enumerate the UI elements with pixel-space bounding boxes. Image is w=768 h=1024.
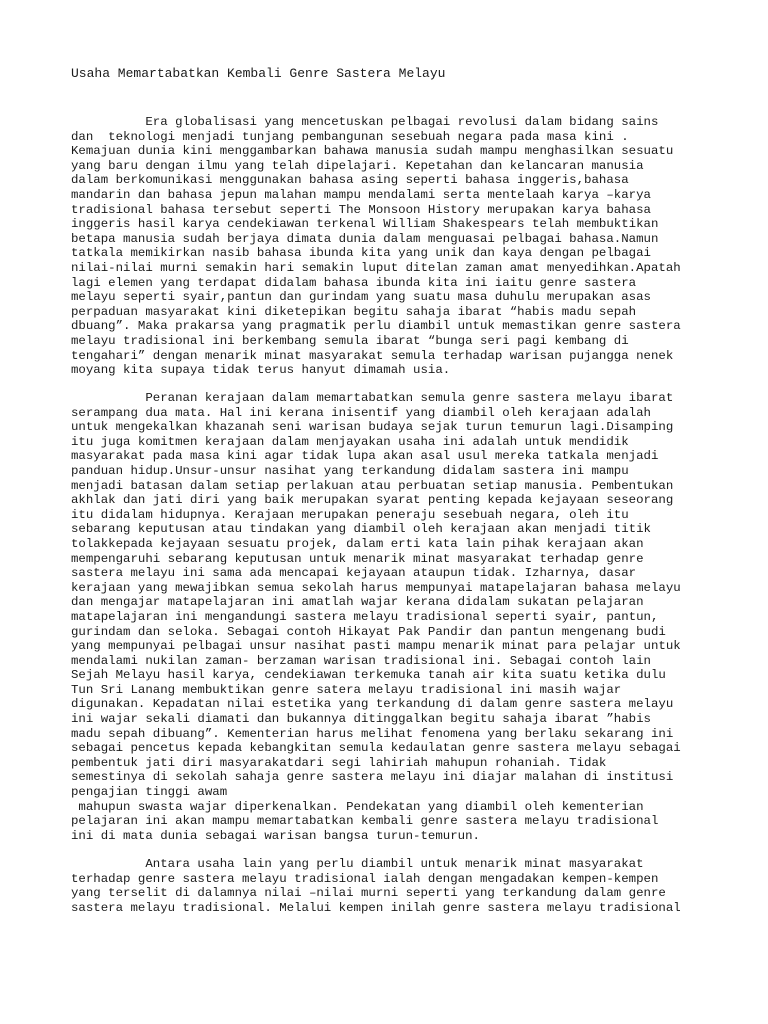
text-line: itu juga komitmen kerajaan dalam menjayakan usaha ini adalah untuk mendidik: [71, 434, 629, 449]
text-line: Peranan kerajaan dalam memartabatkan semula genre sastera melayu ibarat: [71, 391, 674, 405]
text-line: pengajian tinggi awam: [71, 785, 228, 800]
text-line: moyang kita supaya tidak terus hanyut dimamah usia.: [71, 363, 451, 378]
text-line: betapa manusia sudah berjaya dimata dunia dalam menguasai pelbagai bahasa.Namun: [71, 231, 659, 246]
text-line: sastera melayu tradisional. Melalui kempen inilah genre sastera melayu tradisional: [71, 900, 681, 915]
text-line: kerajaan yang mewajibkan semua sekolah harus mempunyai matapelajaran bahasa melayu: [71, 580, 681, 595]
text-line: Era globalisasi yang mencetuskan pelbagai revolusi dalam bidang sains: [71, 115, 659, 129]
text-line: yang baru dengan ilmu yang telah dipelajari. Kepetahan dan kelancaran manusia: [71, 158, 644, 173]
text-line: mempengaruhi sebarang keputusan untuk menarik minat masyarakat terhadap genre: [71, 551, 644, 566]
text-line: Antara usaha lain yang perlu diambil untuk menarik minat masyarakat: [71, 857, 644, 871]
text-line: mahupun swasta wajar diperkenalkan. Pendekatan yang diambil oleh kementerian: [71, 799, 644, 814]
paragraph-3: [71, 857, 681, 915]
text-line: mandarin dan bahasa jepun malahan mampu mendalami serta mentelaah karya –karya: [71, 187, 651, 202]
text-line: gurindam dan seloka. Sebagai contoh Hikayat Pak Pandir dan pantun mengenang budi: [71, 624, 666, 639]
text-line: perpaduan masyarakat kini diketepikan begitu sahaja ibarat “habis madu sepah: [71, 304, 637, 319]
text-line: digunakan. Kepadatan nilai estetika yang terkandung di dalam genre sastera melayu: [71, 697, 674, 712]
text-line: dan teknologi menjadi tunjang pembangunan sesebuah negara pada masa kini .: [71, 129, 629, 144]
text-line: pelajaran ini akan mampu memartabatkan kembali genre sastera melayu tradisional: [71, 814, 659, 829]
text-line: madu sepah dibuang”. Kementerian harus melihat fenomena yang berlaku sekarang ini: [71, 726, 674, 741]
text-line: melayu tradisional ini berkembang semula ibarat “bunga seri pagi kembang di: [71, 333, 629, 348]
text-line: menjadi batasan dalam setiap perlakuan atau perbuatan setiap manusia. Pembentukan: [71, 478, 674, 493]
text-line: ini wajar sekali diamati dan bukannya ditinggalkan begitu sahaja ibarat ”habis: [71, 712, 651, 727]
text-line: yang terselit di dalamnya nilai –nilai murni seperti yang terkandung dalam genre: [71, 886, 666, 901]
text-line: lagi elemen yang terdapat didalam bahasa ibunda kita ini iaitu genre sastera: [71, 275, 637, 290]
text-line: Sejah Melayu hasil karya, cendekiawan terkemuka tanah air kita suatu ketika dulu: [71, 668, 666, 683]
text-line: tolakkepada kejayaan sesuatu projek, dalam erti kata lain pihak kerajaan akan: [71, 536, 644, 551]
text-line: akhlak dan jati diri yang baik merupakan syarat penting kepada kejayaan seseorang: [71, 493, 674, 508]
text-line: dalam berkomunikasi menggunakan bahasa asing seperti bahasa inggeris,bahasa: [71, 173, 629, 188]
paragraph-1: [71, 115, 681, 378]
text-line: nilai-nilai murni semakin hari semakin luput ditelan zaman amat menyedihkan.Apatah: [71, 260, 681, 275]
text-line: ini di mata dunia sebagai warisan bangsa turun-temurun.: [71, 828, 480, 843]
text-line: tatkala memikirkan nasib bahasa ibunda kita yang unik dan kaya dengan pelbagai: [71, 246, 651, 261]
text-line: inggeris hasil karya cendekiawan terkenal William Shakespears telah membuktikan: [71, 217, 659, 232]
text-line: itu didalam hidupnya. Kerajaan merupakan peneraju sesebuah negara, oleh itu: [71, 507, 629, 522]
text-line: untuk mengekalkan khazanah seni warisan budaya sejak turun temurun lagi.Disamping: [71, 420, 674, 435]
text-line: sebagai pencetus kepada kebangkitan semula kedaulatan genre sastera melayu sebagai: [71, 741, 681, 756]
text-line: Kemajuan dunia kini menggambarkan bahawa manusia sudah mampu menghasilkan sesuatu: [71, 144, 674, 159]
text-line: panduan hidup.Unsur-unsur nasihat yang terkandung didalam sastera ini mampu: [71, 463, 629, 478]
text-line: serampang dua mata. Hal ini kerana inisentif yang diambil oleh kerajaan adalah: [71, 405, 651, 420]
text-line: semestinya di sekolah sahaja genre sastera melayu ini diajar malahan di institusi: [71, 770, 674, 785]
text-line: sebarang keputusan atau tindakan yang diambil oleh kerajaan akan menjadi titik: [71, 522, 651, 537]
text-line: sastera melayu ini sama ada mencapai kejayaan ataupun tidak. Izharnya, dasar: [71, 566, 637, 581]
document-title: Usaha Memartabatkan Kembali Genre Sastera Melayu: [71, 66, 446, 81]
text-line: dbuang”. Maka prakarsa yang pragmatik perlu diambil untuk memastikan genre sastera: [71, 319, 681, 334]
text-line: pembentuk jati diri masyarakatdari segi lahiriah mahupun rohaniah. Tidak: [71, 755, 607, 770]
text-line: Tun Sri Lanang membuktikan genre satera melayu tradisional ini masih wajar: [71, 682, 622, 697]
text-line: matapelajaran ini mengandungi sastera melayu tradisional seperti syair, pantun,: [71, 609, 659, 624]
text-line: masyarakat pada masa kini agar tidak lupa akan asal usul mereka tatkala menjadi: [71, 449, 659, 464]
text-line: tengahari” dengan menarik minat masyarakat semula terhadap warisan pujangga nenek: [71, 348, 674, 363]
text-line: mendalami nukilan zaman- berzaman warisan tradisional ini. Sebagai contoh lain: [71, 653, 651, 668]
text-line: terhadap genre sastera melayu tradisional ialah dengan mengadakan kempen-kempen: [71, 871, 659, 886]
text-line: tradisional bahasa tersebut seperti The Monsoon History merupakan karya bahasa: [71, 202, 651, 217]
text-line: dan mengajar matapelajaran ini amatlah wajar kerana didalam sukatan pelajaran: [71, 595, 644, 610]
text-line: yang mempunyai pelbagai unsur nasihat pasti mampu menarik minat para pelajar untuk: [71, 639, 681, 654]
text-line: melayu seperti syair,pantun dan gurindam yang suatu masa duhulu merupakan asas: [71, 290, 651, 305]
paragraph-2: [71, 391, 681, 843]
